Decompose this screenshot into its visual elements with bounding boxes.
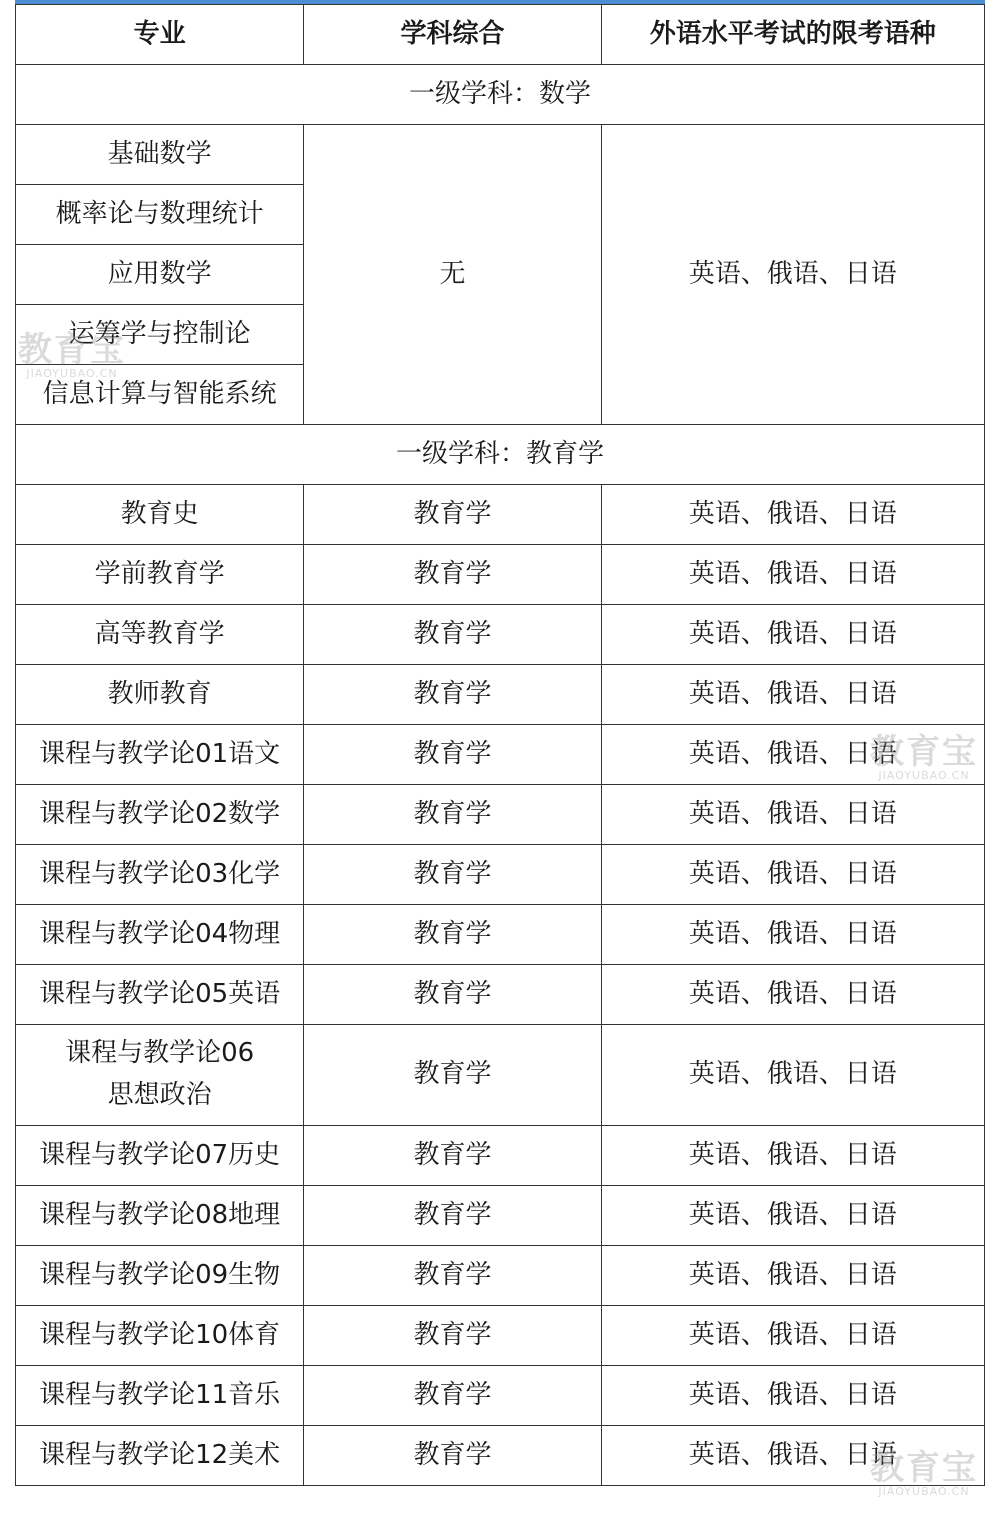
watermark-url: JIAOYUBAO.CN — [878, 769, 970, 782]
subject-cell: 教育学 — [304, 1025, 601, 1126]
major-cell: 基础数学 — [16, 125, 304, 185]
major-cell: 课程与教学论12美术 — [16, 1426, 304, 1486]
major-cell — [16, 1025, 304, 1126]
subject-cell: 教育学 — [304, 665, 601, 725]
subject-cell: 教育学 — [304, 1366, 601, 1426]
languages-cell: 英语、俄语、日语 — [601, 1246, 984, 1306]
languages-cell: 英语、俄语、日语 — [601, 1126, 984, 1186]
table-row — [16, 965, 985, 1025]
languages-cell: 英语、俄语、日语 — [601, 785, 984, 845]
watermark-text: 教育宝 — [18, 330, 126, 370]
table-row — [16, 1186, 985, 1246]
languages-cell: 英语、俄语、日语 — [601, 545, 984, 605]
table-row — [16, 1246, 985, 1306]
subject-cell: 教育学 — [304, 845, 601, 905]
languages-cell: 英语、俄语、日语 — [601, 1306, 984, 1366]
group-row-education — [16, 425, 985, 485]
subject-cell: 教育学 — [304, 965, 601, 1025]
languages-cell: 英语、俄语、日语 — [601, 845, 984, 905]
major-cell: 学前教育学 — [16, 545, 304, 605]
header-row — [16, 5, 985, 65]
subject-cell: 教育学 — [304, 1246, 601, 1306]
table-row — [16, 665, 985, 725]
watermark-text: 教育宝 — [870, 732, 978, 772]
table-row — [16, 1306, 985, 1366]
subject-cell: 教育学 — [304, 1186, 601, 1246]
major-line: 课程与教学论06 — [65, 1038, 255, 1069]
subject-cell: 教育学 — [304, 725, 601, 785]
table-row — [16, 785, 985, 845]
table-row — [16, 1426, 985, 1486]
watermark-url: JIAOYUBAO.CN — [878, 1485, 970, 1498]
languages-cell: 英语、俄语、日语 — [601, 1025, 984, 1126]
header-languages: 外语水平考试的限考语种 — [601, 5, 984, 65]
group-title-math: 一级学科：数学 — [16, 65, 985, 125]
subject-cell: 教育学 — [304, 785, 601, 845]
languages-cell: 英语、俄语、日语 — [601, 965, 984, 1025]
languages-cell: 英语、俄语、日语 — [601, 485, 984, 545]
languages-cell: 英语、俄语、日语 — [601, 125, 984, 425]
major-cell: 课程与教学论10体育 — [16, 1306, 304, 1366]
languages-cell: 英语、俄语、日语 — [601, 905, 984, 965]
major-cell: 课程与教学论09生物 — [16, 1246, 304, 1306]
table-row — [16, 1025, 985, 1126]
major-cell: 高等教育学 — [16, 605, 304, 665]
subject-cell: 教育学 — [304, 485, 601, 545]
major-cell: 课程与教学论01语文 — [16, 725, 304, 785]
watermark-url: JIAOYUBAO.CN — [26, 367, 118, 380]
subject-cell: 教育学 — [304, 1306, 601, 1366]
major-cell: 信息计算与智能系统 — [16, 365, 304, 425]
header-major: 专业 — [16, 5, 304, 65]
major-cell: 课程与教学论02数学 — [16, 785, 304, 845]
major-cell: 课程与教学论03化学 — [16, 845, 304, 905]
major-cell: 概率论与数理统计 — [16, 185, 304, 245]
languages-cell: 英语、俄语、日语 — [601, 1426, 984, 1486]
watermark-text: 教育宝 — [870, 1448, 978, 1488]
table-row — [16, 485, 985, 545]
major-line: 思想政治 — [107, 1080, 212, 1110]
major-cell: 课程与教学论05英语 — [16, 965, 304, 1025]
languages-cell: 英语、俄语、日语 — [601, 665, 984, 725]
table-row — [16, 1366, 985, 1426]
subject-cell: 教育学 — [304, 545, 601, 605]
major-cell: 教育史 — [16, 485, 304, 545]
major-cell: 课程与教学论04物理 — [16, 905, 304, 965]
major-cell: 运筹学与控制论 — [16, 305, 304, 365]
group-title-education: 一级学科：教育学 — [16, 425, 985, 485]
subject-cell: 教育学 — [304, 605, 601, 665]
subject-cell: 教育学 — [304, 905, 601, 965]
table-row — [16, 545, 985, 605]
table-row — [16, 725, 985, 785]
group-row-math — [16, 65, 985, 125]
major-cell: 应用数学 — [16, 245, 304, 305]
header-subject: 学科综合 — [304, 5, 601, 65]
major-cell: 课程与教学论08地理 — [16, 1186, 304, 1246]
languages-cell: 英语、俄语、日语 — [601, 605, 984, 665]
languages-cell: 英语、俄语、日语 — [601, 1186, 984, 1246]
table-row — [16, 605, 985, 665]
admissions-table — [15, 4, 985, 1486]
subject-cell: 无 — [304, 125, 601, 425]
major-cell: 课程与教学论07历史 — [16, 1126, 304, 1186]
table-row — [16, 905, 985, 965]
major-cell: 教师教育 — [16, 665, 304, 725]
table-row — [16, 1126, 985, 1186]
languages-cell: 英语、俄语、日语 — [601, 725, 984, 785]
subject-cell: 教育学 — [304, 1126, 601, 1186]
major-cell: 课程与教学论11音乐 — [16, 1366, 304, 1426]
table-row — [16, 125, 985, 185]
subject-cell: 教育学 — [304, 1426, 601, 1486]
table-row — [16, 845, 985, 905]
languages-cell: 英语、俄语、日语 — [601, 1366, 984, 1426]
